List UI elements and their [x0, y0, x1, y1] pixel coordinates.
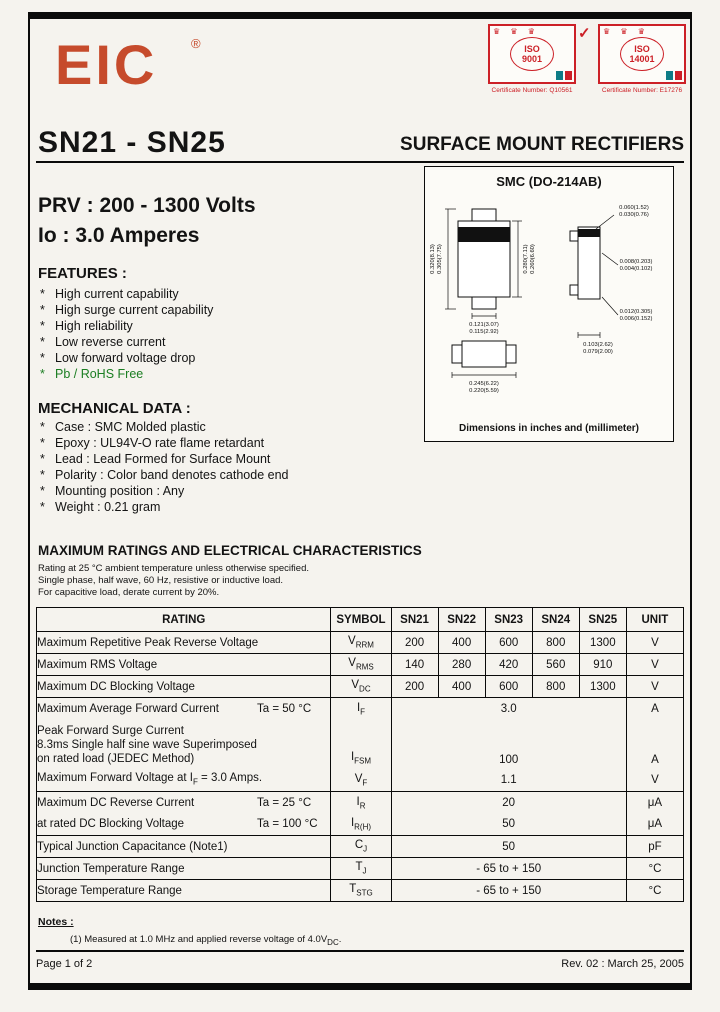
unit-cell: V — [626, 632, 683, 654]
bullet: * — [40, 484, 45, 498]
package-diagram-box — [424, 166, 674, 442]
rating-conditions — [38, 563, 309, 599]
value-cell: 560 — [532, 654, 579, 676]
notes-heading: Notes : — [38, 916, 74, 928]
table-header-row — [37, 608, 684, 632]
header-divider — [36, 161, 684, 163]
col-header-unit: UNIT — [626, 608, 683, 632]
value-cell: 3.0 — [391, 698, 626, 720]
rating-label: Maximum RMS Voltage — [37, 654, 331, 676]
mechanical-text: Case : SMC Molded plastic — [55, 420, 206, 434]
iso-number: 14001 — [629, 54, 655, 64]
registered-trademark-symbol: ® — [191, 36, 201, 51]
accreditation-mark-teal — [666, 71, 673, 80]
part-number-title: SN21 - SN25 — [38, 126, 226, 159]
symbol-subscript: RRM — [355, 640, 374, 650]
value-cell: 1300 — [579, 676, 626, 698]
accreditation-marks — [556, 71, 572, 80]
note-subscript: DC — [327, 937, 339, 947]
feature-item — [40, 287, 213, 303]
ratings-heading: MAXIMUM RATINGS AND ELECTRICAL CHARACTERISTICS — [38, 543, 422, 558]
crown-icons: ♛ ♛ ♛ — [493, 27, 539, 36]
dim-label: 0.030(0.76) — [619, 212, 649, 218]
mechanical-heading: MECHANICAL DATA : — [38, 400, 191, 417]
table-row — [37, 676, 684, 698]
symbol-cell: $I_{R(H)}$ — [331, 814, 391, 836]
col-header-symbol: SYMBOL — [331, 608, 391, 632]
mechanical-item — [40, 500, 289, 516]
symbol-cell: $V_{RMS}$ — [331, 654, 391, 676]
symbol-cell: $C_J$ — [331, 836, 391, 858]
symbol-cell: $V_{DC}$ — [331, 676, 391, 698]
feature-text: Low forward voltage drop — [55, 351, 196, 365]
features-list — [40, 287, 213, 383]
mechanical-text: Lead : Lead Formed for Surface Mount — [55, 452, 271, 466]
value-cell: 50 — [391, 836, 626, 858]
dim-label: 0.280(7.11) — [523, 244, 529, 274]
value-cell: 400 — [438, 632, 485, 654]
col-header-sn24: SN24 — [532, 608, 579, 632]
unit-cell: V — [626, 676, 683, 698]
feature-item — [40, 335, 213, 351]
bullet: * — [40, 367, 45, 381]
table-row — [37, 654, 684, 676]
value-cell: - 65 to + 150 — [391, 858, 626, 880]
accreditation-mark-red — [675, 71, 682, 80]
value-cell: 800 — [532, 632, 579, 654]
mechanical-item — [40, 420, 289, 436]
dimensions-caption: Dimensions in inches and (millimeter) — [458, 423, 640, 434]
bullet: * — [40, 287, 45, 301]
feature-item — [40, 319, 213, 335]
table-row — [37, 792, 684, 814]
eic-logo — [55, 32, 215, 103]
mechanical-item — [40, 436, 289, 452]
value-cell: 140 — [391, 654, 438, 676]
accreditation-marks — [666, 71, 682, 80]
col-header-rating: RATING — [37, 608, 331, 632]
symbol-subscript: F — [362, 778, 368, 788]
symbol-subscript: STG — [356, 888, 373, 898]
bullet: * — [40, 351, 45, 365]
value-cell: 600 — [485, 676, 532, 698]
iso-number: 9001 — [521, 54, 543, 64]
note-1: (1) Measured at 1.0 MHz and applied reverse voltage of $4.0V_{DC}$. — [70, 934, 342, 947]
unit-cell: A — [626, 720, 683, 770]
dim-label: 0.006(0.152) — [619, 316, 653, 322]
iso14001-badge-box — [598, 24, 686, 84]
prv-summary: PRV : 200 - 1300 Volts — [38, 194, 256, 217]
value-cell: 420 — [485, 654, 532, 676]
crown-icons: ♛ ♛ ♛ — [603, 27, 649, 36]
mechanical-text: Mounting position : Any — [55, 484, 185, 498]
value-cell: 280 — [438, 654, 485, 676]
dim-label: 0.012(0.305) — [619, 309, 653, 315]
check-mark-icon: ✓ — [578, 25, 591, 42]
dim-label: 0.008(0.203) — [619, 259, 653, 265]
symbol-subscript: FSM — [354, 756, 372, 766]
value-cell: 1300 — [579, 632, 626, 654]
dim-label: 0.305(7.75) — [437, 244, 443, 274]
symbol-subscript: J — [363, 844, 368, 854]
table-row — [37, 632, 684, 654]
symbol-cell: $I_{FSM}$ — [331, 720, 391, 770]
mechanical-text: Polarity : Color band denotes cathode end — [55, 468, 289, 482]
condition-line: Single phase, half wave, 60 Hz, resistive or inductive load. — [38, 575, 284, 586]
rating-label: Junction Temperature Range — [37, 858, 331, 880]
iso9001-emblem — [510, 37, 554, 71]
iso9001-badge — [488, 24, 576, 94]
value-cell: 50 — [391, 814, 626, 836]
footer-divider — [36, 950, 684, 952]
rating-label: Typical Junction Capacitance (Note1) — [37, 836, 331, 858]
mechanical-item — [40, 484, 289, 500]
bullet: * — [40, 436, 45, 450]
package-drawing — [426, 193, 672, 403]
accreditation-mark-red — [565, 71, 572, 80]
bullet: * — [40, 468, 45, 482]
package-name: SMC (DO-214AB) — [496, 174, 602, 189]
value-cell: 200 — [391, 632, 438, 654]
mechanical-item — [40, 452, 289, 468]
feature-text: Pb / RoHS Free — [55, 367, 144, 381]
feature-text: High surge current capability — [55, 303, 214, 317]
symbol-cell: $I_R$ — [331, 792, 391, 814]
rating-label: Maximum DC Blocking Voltage — [37, 676, 331, 698]
col-header-sn22: SN22 — [438, 608, 485, 632]
unit-cell: μA — [626, 792, 683, 814]
feature-item — [40, 351, 213, 367]
unit-cell: μA — [626, 814, 683, 836]
symbol-subscript: R — [359, 800, 366, 810]
page-number: Page 1 of 2 — [36, 958, 93, 970]
rating-label: Maximum Average Forward Current Ta = 50 °C — [37, 702, 312, 715]
test-condition: Ta = 50 °C — [257, 702, 312, 715]
table-row — [37, 720, 684, 770]
feature-text: Low reverse current — [55, 335, 166, 349]
table-row — [37, 880, 684, 902]
bullet: * — [40, 303, 45, 317]
dim-label: 0.004(0.102) — [619, 266, 653, 272]
value-cell: 1.1 — [391, 770, 626, 792]
table-row — [37, 698, 684, 720]
feature-text: High current capability — [55, 287, 179, 301]
value-cell: 600 — [485, 632, 532, 654]
dim-label: 0.103(2.62) — [583, 342, 613, 348]
value-cell: 20 — [391, 792, 626, 814]
rating-label: Peak Forward Surge Current 8.3ms Single half sine wave Superimposed on rated load (JEDEC Method) — [37, 724, 257, 765]
symbol-cell: $T_{STG}$ — [331, 880, 391, 902]
value-cell: 800 — [532, 676, 579, 698]
io-summary: Io : 3.0 Amperes — [38, 224, 200, 247]
symbol-cell: $I_F$ — [331, 698, 391, 720]
table-row — [37, 836, 684, 858]
iso14001-badge — [598, 24, 686, 94]
rating-label: Storage Temperature Range — [37, 884, 182, 897]
condition-line: Rating at 25 °C ambient temperature unless otherwise specified. — [38, 563, 309, 574]
mechanical-item — [40, 468, 289, 484]
symbol-subscript: R(H) — [354, 822, 372, 832]
dim-label: 0.245(6.22) — [469, 381, 499, 387]
feature-item — [40, 303, 213, 319]
symbol-subscript: F — [192, 777, 198, 787]
cathode-band — [458, 227, 510, 242]
rating-label: at rated DC Blocking Voltage Ta = 100 °C — [37, 814, 331, 836]
bullet: * — [40, 500, 45, 514]
feature-text: High reliability — [55, 319, 133, 333]
features-heading: FEATURES : — [38, 265, 127, 282]
iso-label: ISO — [634, 44, 650, 54]
unit-cell: °C — [626, 858, 683, 880]
dim-label: 0.260(6.60) — [530, 244, 536, 274]
mechanical-text: Epoxy : UL94V-O rate flame retardant — [55, 436, 265, 450]
col-header-sn25: SN25 — [579, 608, 626, 632]
table-row — [37, 770, 684, 792]
bullet: * — [40, 420, 45, 434]
symbol-cell: $V_F$ — [331, 770, 391, 792]
unit-cell: °C — [626, 880, 683, 902]
symbol-subscript: F — [360, 706, 366, 716]
dim-label: 0.121(3.07) — [469, 322, 499, 328]
rating-label: Maximum Repetitive Peak Reverse Voltage — [37, 632, 331, 654]
value-cell: 400 — [438, 676, 485, 698]
accreditation-mark-teal — [556, 71, 563, 80]
dim-label: 0.115(2.92) — [469, 329, 499, 335]
certificate-number: Certificate Number: Q10561 — [491, 87, 573, 94]
table-row — [37, 858, 684, 880]
value-cell: 100 — [391, 720, 626, 770]
test-condition: Ta = 100 °C — [257, 818, 318, 831]
iso14001-emblem — [620, 37, 664, 71]
unit-cell: V — [626, 770, 683, 792]
document-title: SURFACE MOUNT RECTIFIERS — [400, 134, 684, 155]
rating-label: Maximum Forward Voltage at $I_F = 3.0$ Amps. — [37, 770, 331, 792]
unit-cell: V — [626, 654, 683, 676]
dim-label: 0.060(1.52) — [619, 205, 649, 211]
condition-line: For capacitive load, derate current by 20%. — [38, 587, 220, 598]
bullet: * — [40, 319, 45, 333]
test-condition: Ta = 25 °C — [257, 796, 312, 809]
col-header-sn21: SN21 — [391, 608, 438, 632]
unit-cell: A — [626, 698, 683, 720]
symbol-subscript: DC — [359, 684, 371, 694]
symbol-subscript: RMS — [355, 662, 374, 672]
symbol-cell: $T_J$ — [331, 858, 391, 880]
symbol-subscript: J — [362, 866, 367, 876]
iso-label: ISO — [524, 44, 540, 54]
bullet: * — [40, 452, 45, 466]
bullet: * — [40, 335, 45, 349]
dim-label: 0.220(5.59) — [469, 388, 499, 394]
eic-logo-graphic — [55, 32, 215, 98]
dim-label: 0.320(8.13) — [430, 244, 436, 274]
eic-logo-text: EIC — [55, 33, 158, 96]
certificate-number: Certificate Number: E17276 — [601, 87, 683, 94]
mechanical-list — [40, 420, 289, 516]
unit-cell: pF — [626, 836, 683, 858]
col-header-sn23: SN23 — [485, 608, 532, 632]
value-cell: 200 — [391, 676, 438, 698]
ratings-table — [36, 607, 684, 902]
value-cell: 910 — [579, 654, 626, 676]
dim-label: 0.079(2.00) — [583, 349, 613, 355]
mechanical-text: Weight : 0.21 gram — [55, 500, 161, 514]
revision-date: Rev. 02 : March 25, 2005 — [561, 958, 684, 970]
feature-item-rohs — [40, 367, 213, 383]
table-row — [37, 814, 684, 836]
rating-label: Maximum DC Reverse Current Ta = 25 °C — [37, 796, 312, 809]
symbol-cell: $V_{RRM}$ — [331, 632, 391, 654]
value-cell: - 65 to + 150 — [391, 880, 626, 902]
iso9001-badge-box — [488, 24, 576, 84]
